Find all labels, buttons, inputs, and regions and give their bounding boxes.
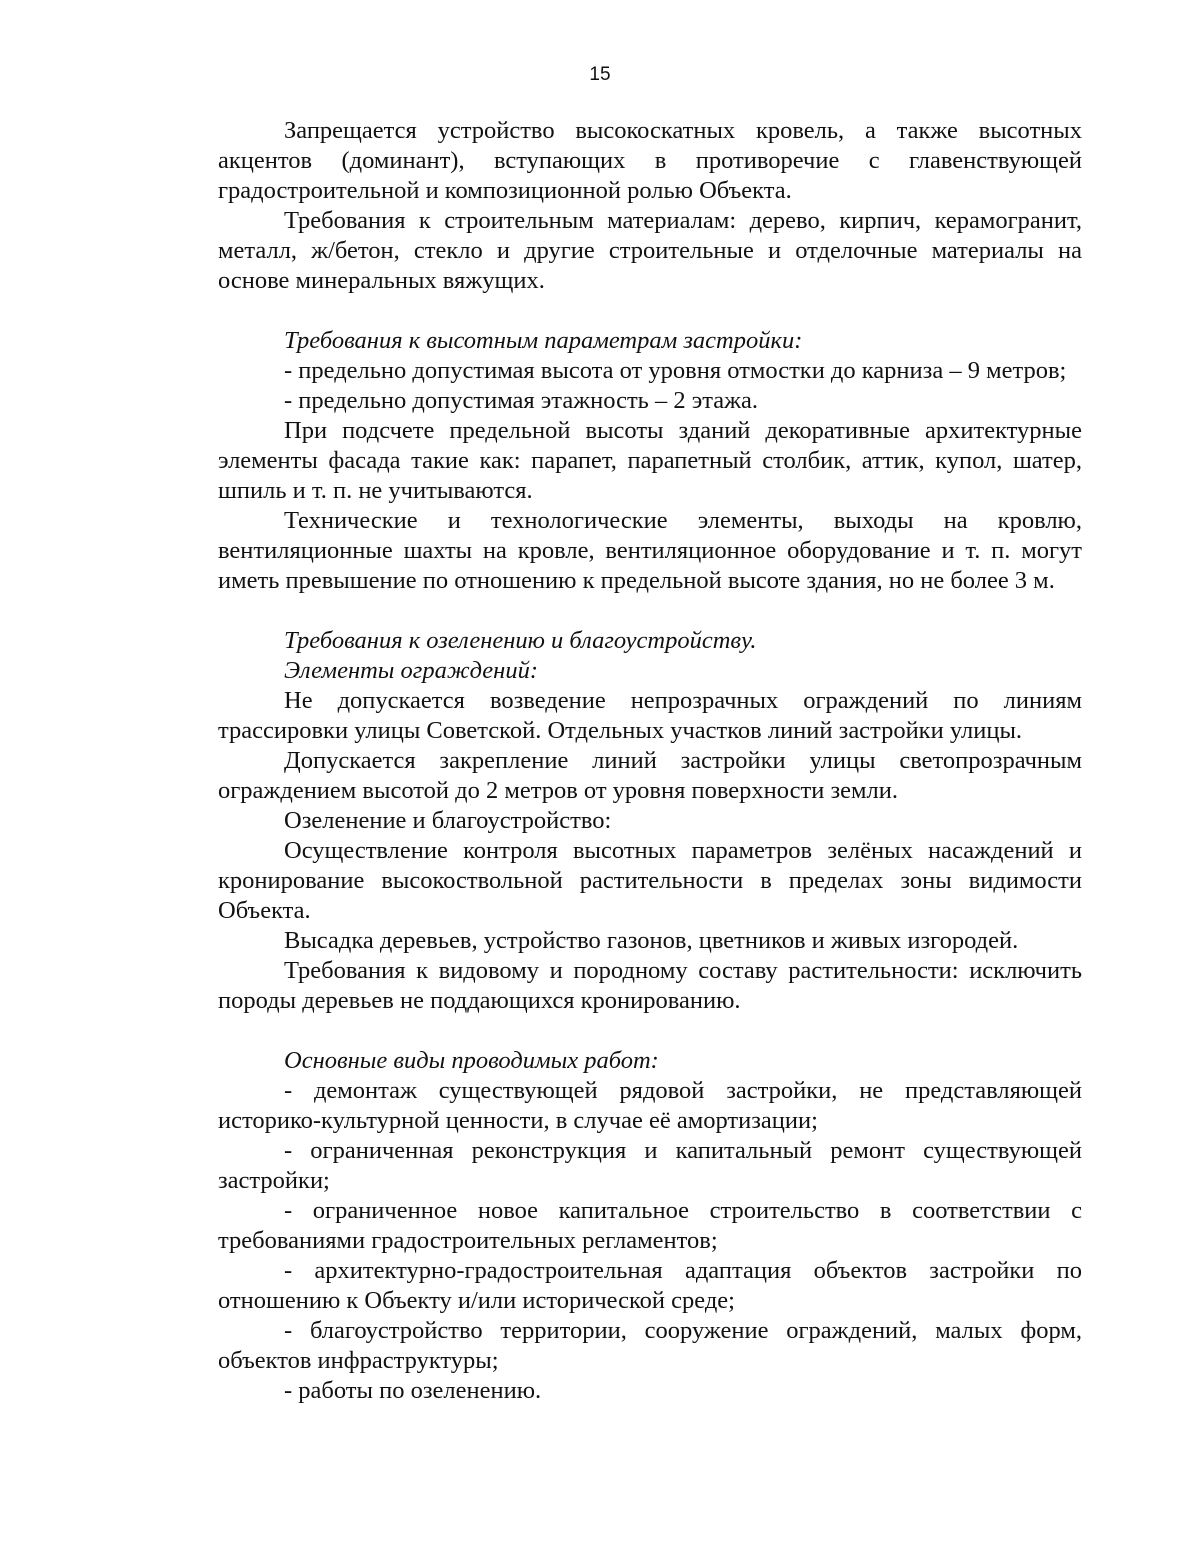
paragraph-opaque-fences: Не допускается возведение непрозрачных ограждений по линиям трассировки улицы Советской. Отдельных участков линий застройки улицы.: [218, 687, 1082, 744]
subheading-fencing: Элементы ограждений:: [284, 657, 538, 684]
spacer: [218, 596, 1082, 626]
list-item: - работы по озеленению.: [284, 1377, 542, 1404]
paragraph-technical-elements: Технические и технологические элементы, выходы на кровлю, вентиляционные шахты на кровле, вентиляционное оборудование и т. п. могут иметь превышение по отношению к предельной высоте здания, но не более 3 м.: [218, 507, 1082, 594]
list-item-max-floors: - предельно допустимая этажность – 2 этажа.: [284, 387, 759, 414]
list-item-max-height: - предельно допустимая высота от уровня отмостки до карниза – 9 метров;: [284, 357, 1067, 384]
heading-main-works: Основные виды проводимых работ:: [284, 1047, 659, 1074]
spacer: [218, 296, 1082, 326]
paragraph-planting: Высадка деревьев, устройство газонов, цветников и живых изгородей.: [284, 927, 1019, 954]
paragraph-materials: Требования к строительным материалам: дерево, кирпич, керамогранит, металл, ж/бетон, стекло и другие строительные и отделочные материалы на основе минеральных вяжущих.: [218, 207, 1082, 294]
page-number: 15: [589, 64, 611, 85]
paragraph-decorative-elements: При подсчете предельной высоты зданий декоративные архитектурные элементы фасада такие как: парапет, парапетный столбик, аттик, купол, шатер, шпиль и т. п. не учитываются.: [218, 417, 1082, 504]
paragraph-species-requirements: Требования к видовому и породному составу растительности: исключить породы деревьев не поддающихся кронированию.: [218, 957, 1082, 1014]
list-item: - архитектурно-градостроительная адаптация объектов застройки по отношению к Объекту и/или исторической среде;: [218, 1257, 1082, 1314]
document-body: [218, 116, 1082, 1406]
list-item: - демонтаж существующей рядовой застройки, не представляющей историко-культурной ценности, в случае её амортизации;: [218, 1077, 1082, 1134]
heading-height-parameters: Требования к высотным параметрам застройки:: [284, 327, 803, 354]
heading-landscaping: Требования к озеленению и благоустройству.: [284, 627, 757, 654]
paragraph-greening-title: Озеленение и благоустройство:: [284, 807, 612, 834]
paragraph-transparent-fences: Допускается закрепление линий застройки улицы светопрозрачным ограждением высотой до 2 метров от уровня поверхности земли.: [218, 747, 1082, 804]
list-item: - ограниченное новое капитальное строительство в соответствии с требованиями градостроительных регламентов;: [218, 1197, 1082, 1254]
list-item: - благоустройство территории, сооружение ограждений, малых форм, объектов инфраструктуры;: [218, 1317, 1082, 1374]
spacer: [218, 1016, 1082, 1046]
paragraph-roof-restriction: Запрещается устройство высокоскатных кровель, а также высотных акцентов (доминант), вступающих в противоречие с главенствующей градостроительной и композиционной ролью Объекта.: [218, 117, 1082, 204]
list-item: - ограниченная реконструкция и капитальный ремонт существующей застройки;: [218, 1137, 1082, 1194]
paragraph-greening-control: Осуществление контроля высотных параметров зелёных насаждений и кронирование высокоствольной растительности в пределах зоны видимости Объекта.: [218, 837, 1082, 924]
